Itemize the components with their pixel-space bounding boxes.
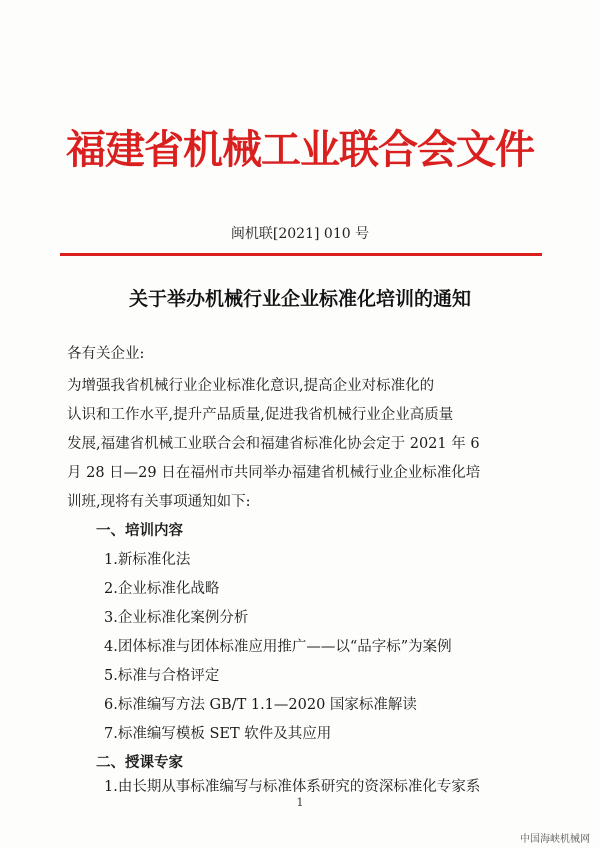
list-item: 7.标准编写模板 SET 软件及其应用	[104, 726, 332, 742]
page-number: 1	[296, 796, 304, 809]
document-header-title: 福建省机械工业联合会文件	[66, 126, 534, 173]
salutation: 各有关企业:	[67, 346, 145, 362]
list-item: 1.新标准化法	[104, 552, 191, 568]
list-item: 1.由长期从事标准编写与标准体系研究的资深标准化专家系	[104, 779, 481, 795]
notice-title: 关于举办机械行业企业标准化培训的通知	[128, 288, 471, 310]
section-heading-training-content: 一、培训内容	[96, 522, 183, 539]
paragraph-line: 为增强我省机械行业企业标准化意识,提高企业对标准化的	[67, 378, 435, 394]
list-item: 6.标准编写方法 GB/T 1.1—2020 国家标准解读	[104, 697, 417, 713]
list-item: 5.标准与合格评定	[104, 668, 220, 684]
paragraph-line: 训班,现将有关事项通知如下:	[67, 494, 251, 510]
red-divider-line	[60, 253, 542, 256]
paragraph-line: 认识和工作水平,提升产品质量,促进我省机械行业企业高质量	[67, 407, 454, 423]
list-item: 2.企业标准化战略	[104, 581, 220, 597]
paragraph-line: 月 28 日—29 日在福州市共同举办福建省机械行业企业标准化培	[67, 465, 481, 481]
list-item: 4.团体标准与团体标准应用推广——以“品字标”为案例	[104, 639, 452, 655]
list-item: 3.企业标准化案例分析	[104, 610, 249, 626]
section-heading-experts: 二、授课专家	[96, 754, 183, 771]
document-number: 闽机联[2021] 010 号	[230, 226, 370, 242]
site-watermark: 中国海峡机械网	[520, 834, 590, 845]
paragraph-line: 发展,福建省机械工业联合会和福建省标准化协会定于 2021 年 6	[67, 436, 480, 452]
